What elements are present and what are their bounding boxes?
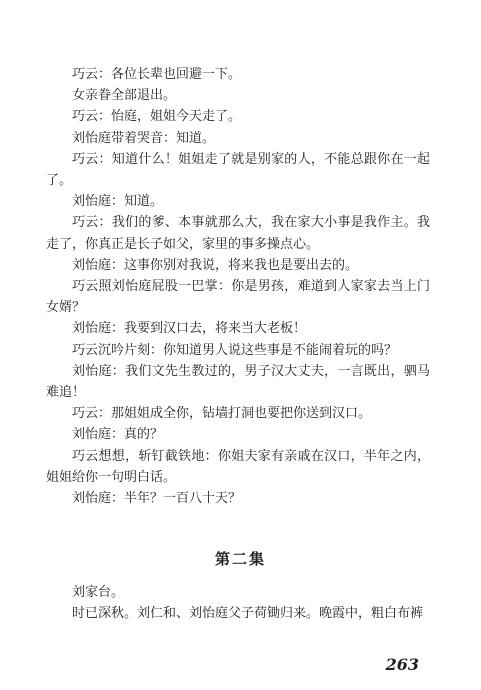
paragraph: 女亲眷全部退出。 [72,88,177,104]
paragraph: 时已深秋。刘仁和、刘怡庭父子荷锄归来。晚霞中，粗白布裤 [72,606,424,622]
paragraph: 刘怡庭带着哭音：知道。 [72,130,216,146]
paragraph: 巧云沉吟片刻：你知道男人说这些事是不能闹着玩的吗？ [72,342,398,358]
paragraph: 刘怡庭：我要到汉口去，将来当大老板！ [72,321,307,337]
section-title: 第二集 [214,550,266,568]
paragraph: 巧云：知道什么！姐姐走了就是别家的人，不能总跟你在一起了。 [46,151,430,189]
section-text-block [46,582,430,624]
paragraph: 巧云：怡庭，姐姐今天走了。 [72,109,242,125]
paragraph: 刘怡庭：半年？一百八十天？ [72,491,242,507]
paragraph: 刘怡庭：真的？ [72,427,164,443]
page-number: 263 [385,655,419,674]
paragraph: 刘怡庭：知道。 [72,194,164,210]
paragraph: 巧云：我们的爹、本事就那么大，我在家大小事是我作主。我走了，你真正是长子如父，家里的事多操点心。 [46,215,430,252]
paragraph: 刘家台。 [72,585,125,600]
paragraph: 巧云想想，斩钉截铁地：你姐夫家有亲戚在汉口，半年之内，姐姐给你一句明白话。 [46,448,430,485]
dialogue-text-block [46,64,430,509]
paragraph: 巧云照刘怡庭屁股一巴掌：你是男孩，难道到人家家去当上门女婿？ [46,279,430,316]
paragraph: 刘怡庭：我们文先生教过的，男子汉大丈夫，一言既出，驷马难追！ [46,363,430,401]
paragraph: 巧云：那姐姐成全你，钻墙打洞也要把你送到汉口。 [72,406,372,422]
paragraph: 巧云：各位长辈也回避一下。 [72,67,242,82]
paragraph: 刘怡庭：这事你别对我说，将来我也是要出去的。 [72,257,359,273]
